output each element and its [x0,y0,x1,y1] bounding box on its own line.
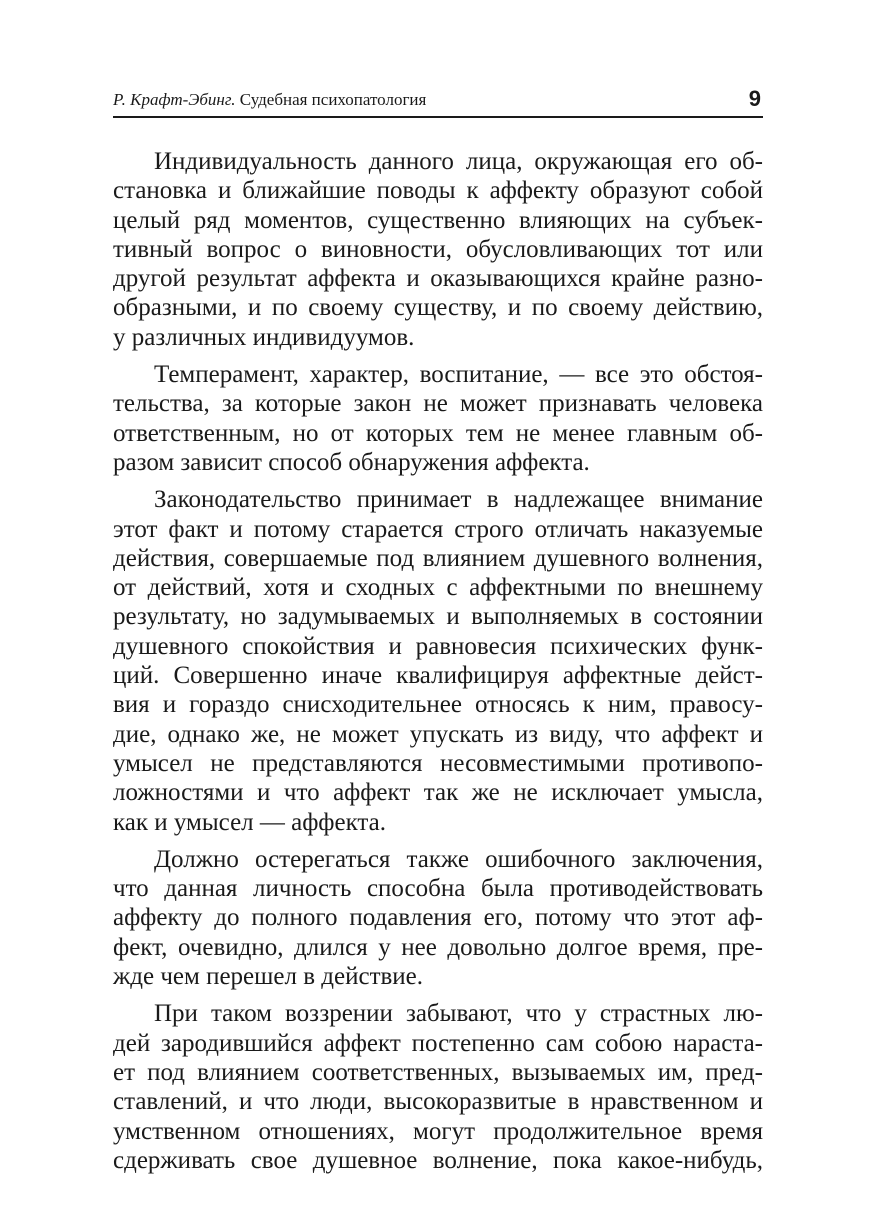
paragraph [113,845,763,991]
text-line: другой результат аффекта и оказывающихся крайне разно- [113,265,763,293]
text-line: этот факт и потому старается строго отличать наказуемые [113,515,763,543]
text-line: Должно остерегаться также ошибочного заключения, [154,845,763,873]
text-line: дие, однако же, не может упускать из виду, что аффект и [113,720,763,748]
paragraph [113,485,763,837]
text-line: ответственным, но от которых тем не менее главным об- [113,419,763,447]
text-line: ет под влиянием соответственных, вызываемых им, пред- [113,1058,763,1086]
text-line: Темперамент, характер, воспитание, — все это обстоя- [154,361,763,389]
text-line: ложностями и что аффект так же не исключает умысла, [113,779,763,807]
text-line: образными, и по своему существу, и по своему действию, [113,294,763,322]
text-line: что данная личность способна была противодействовать [113,875,763,903]
page-number: 9 [748,86,761,111]
text-line: При таком воззрении забывают, что у страстных лю- [154,1000,763,1028]
text-line: действия, совершаемые под влиянием душевного волнения, [113,544,763,572]
text-line: разом зависит способ обнаружения аффекта. [113,448,590,476]
running-header [113,86,763,118]
text-line: вия и гораздо снисходительнее относясь к ним, правосу- [113,691,763,719]
text-line: ций. Совершенно иначе квалифицируя аффектные дейст- [113,662,763,690]
text-line: аффекту до полного подавления его, потому что этот аф- [113,904,763,932]
paragraph [113,999,763,1175]
text-line: тивный вопрос о виновности, обусловливающих тот или [113,235,763,263]
paragraph [113,147,763,352]
text-line: фект, очевидно, длился у нее довольно долгое время, пре- [113,933,763,961]
book-title: Судебная психопатология [239,90,427,109]
text-line: у различных индивидуумов. [113,323,415,351]
text-line: умственном отношениях, могут продолжительное время [113,1117,763,1145]
paragraph [113,360,763,477]
body-text [113,147,763,1183]
text-line: становка и ближайшие поводы к аффекту образуют собой [113,177,763,205]
text-line: от действий, хотя и сходных с аффектными по внешнему [113,574,763,602]
text-line: тельства, за которые закон не может признавать человека [113,390,763,418]
author-name: Р. Крафт-Эбинг. [113,90,236,109]
text-line: душевного спокойствия и равновесия психических функ- [113,632,763,660]
text-line: дей зародившийся аффект постепенно сам собою нараста- [113,1029,763,1057]
text-line: целый ряд моментов, существенно влияющих на субъек- [113,206,763,234]
text-line: результату, но задумываемых и выполняемых в состоянии [113,603,763,631]
text-line: Законодательство принимает в надлежащее внимание [154,486,763,514]
text-line: как и умысел — аффекта. [113,808,386,836]
running-title [113,90,426,110]
text-line: сдерживать свое душевное волнение, пока какое-нибудь, [113,1146,763,1174]
book-page [113,0,763,1229]
text-line: умысел не представляются несовместимыми противопо- [113,749,763,777]
text-line: Индивидуальность данного лица, окружающая его об- [154,148,763,175]
text-line: жде чем перешел в действие. [113,963,424,991]
text-line: ставлений, и что люди, высокоразвитые в нравственном и [113,1088,763,1116]
